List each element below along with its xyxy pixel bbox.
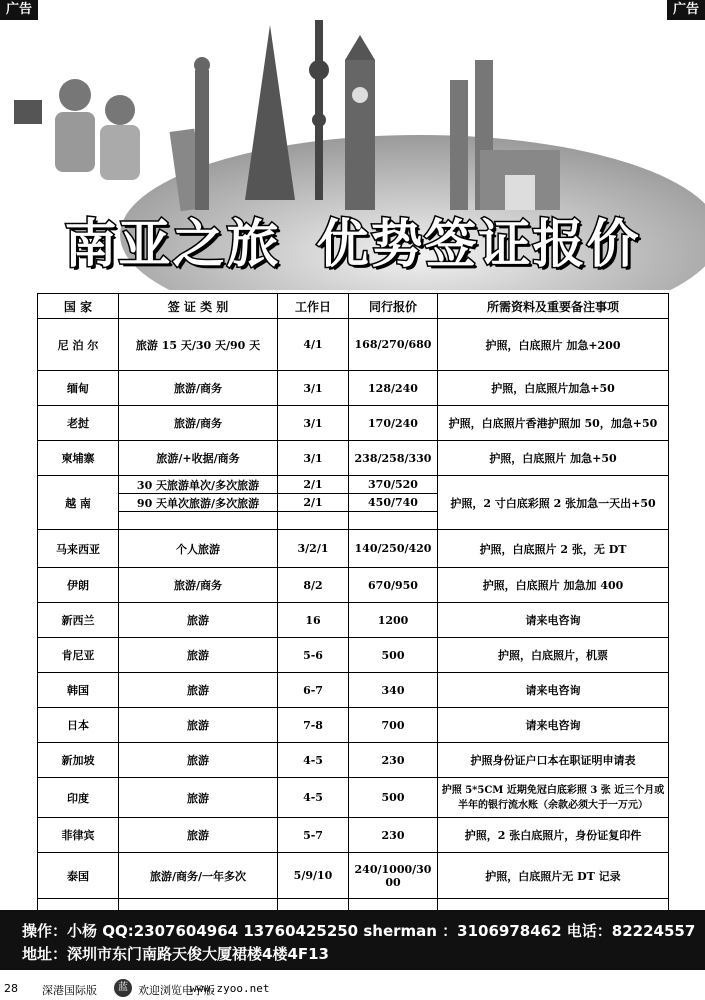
- cell-country: 伊朗: [38, 568, 119, 603]
- cell-country: 日本: [38, 708, 119, 743]
- contact-footer: [0, 910, 705, 970]
- headline: [0, 202, 705, 277]
- statue-of-liberty-icon: [195, 70, 209, 210]
- cell-price: 140/250/420: [349, 530, 438, 568]
- website-link[interactable]: www.zyoo.net: [190, 982, 270, 995]
- cell-days: 5/9/10: [278, 853, 349, 899]
- cell-price: 450/740: [349, 494, 438, 512]
- edition-label: 深港国际版: [42, 984, 97, 997]
- cell-notes: 护照，白底照片 2 张，无 DT: [438, 530, 669, 568]
- cell-days: 3/1: [278, 441, 349, 476]
- cell-price: 238/258/330: [349, 441, 438, 476]
- laptop-icon: [14, 100, 42, 124]
- headline-part2: 优势签证报价: [316, 215, 641, 275]
- cell-notes: 护照，2 张白底照片，身份证复印件: [438, 818, 669, 853]
- cell-type: 旅游: [119, 708, 278, 743]
- cell-type: 旅游: [119, 638, 278, 673]
- cell-country: 柬埔寨: [38, 441, 119, 476]
- cell-days: 3/1: [278, 406, 349, 441]
- cell-price: 230: [349, 743, 438, 778]
- cell-notes: 护照，白底照片，机票: [438, 638, 669, 673]
- ad-tag-left: 广告: [0, 0, 38, 20]
- cell-price: 370/520: [349, 476, 438, 494]
- cell-type: 30 天旅游单次/多次旅游: [119, 476, 278, 494]
- cell-notes: 护照，白底照片香港护照加 50，加急+50: [438, 406, 669, 441]
- cell-empty: [349, 512, 438, 530]
- tv-tower-icon: [315, 20, 323, 200]
- table-row: [38, 818, 669, 853]
- cell-notes: 护照，2 寸白底彩照 2 张加急一天出+50: [438, 476, 669, 530]
- cell-price: 1200: [349, 603, 438, 638]
- table-header-row: [38, 294, 669, 319]
- cell-days: 3/2/1: [278, 530, 349, 568]
- brand-logo: 蓝: [114, 979, 132, 997]
- cell-type: 旅游: [119, 818, 278, 853]
- cell-days: 2/1: [278, 476, 349, 494]
- cell-notes: 请来电咨询: [438, 603, 669, 638]
- cell-notes: 护照，白底照片 加急+200: [438, 319, 669, 371]
- cell-country: 马来西亚: [38, 530, 119, 568]
- cell-days: 4-5: [278, 743, 349, 778]
- welcome-text: 欢迎浏览电子版: [138, 984, 215, 997]
- ad-tag-right: 广告: [667, 0, 705, 20]
- header-country: 国 家: [38, 294, 119, 319]
- traveler-woman: [105, 95, 135, 125]
- cell-days: 16: [278, 603, 349, 638]
- header-visa-type: 签 证 类 别: [119, 294, 278, 319]
- cell-price: 128/240: [349, 371, 438, 406]
- cell-country: 越 南: [38, 476, 119, 530]
- headline-part1: 南亚之旅: [64, 215, 281, 275]
- cell-days: 5-6: [278, 638, 349, 673]
- cell-days: 2/1: [278, 494, 349, 512]
- table-row: [38, 853, 669, 899]
- eiffel-tower-icon: [245, 25, 295, 200]
- cell-country: 缅甸: [38, 371, 119, 406]
- cell-type: 旅游/商务: [119, 406, 278, 441]
- cell-type: 个人旅游: [119, 530, 278, 568]
- cell-type: 旅游: [119, 603, 278, 638]
- cell-price: 168/270/680: [349, 319, 438, 371]
- cell-price: 240/1000/3000: [349, 853, 438, 899]
- cell-price: 230: [349, 818, 438, 853]
- contact-line: 操作：小杨 QQ:2307604964 13760425250 sherman ：3106978462 电话：82224557: [22, 922, 696, 940]
- visa-price-table: [37, 293, 669, 934]
- cell-price: 700: [349, 708, 438, 743]
- table-row: [38, 371, 669, 406]
- cell-country: 新西兰: [38, 603, 119, 638]
- cell-country: 韩国: [38, 673, 119, 708]
- cell-empty: [278, 512, 349, 530]
- cell-notes: 护照，白底照片加急+50: [438, 371, 669, 406]
- table-row: [38, 319, 669, 371]
- cell-notes: 护照，白底照片 加急加 400: [438, 568, 669, 603]
- table-row: [38, 603, 669, 638]
- cell-days: 4-5: [278, 778, 349, 818]
- cell-price: 500: [349, 778, 438, 818]
- cell-country: 泰国: [38, 853, 119, 899]
- table-row: [38, 568, 669, 603]
- cell-notes: 护照身份证户口本在职证明申请表: [438, 743, 669, 778]
- cell-type: 旅游/商务: [119, 371, 278, 406]
- table-row: [38, 530, 669, 568]
- cell-notes: 护照，白底照片无 DT 记录: [438, 853, 669, 899]
- cell-price: 670/950: [349, 568, 438, 603]
- cell-country: 老挝: [38, 406, 119, 441]
- cell-type: 旅游/商务: [119, 568, 278, 603]
- cell-type: 90 天单次旅游/多次旅游: [119, 494, 278, 512]
- cell-notes: 请来电咨询: [438, 673, 669, 708]
- cell-type: 旅游: [119, 743, 278, 778]
- cell-price: 340: [349, 673, 438, 708]
- table-row: [38, 673, 669, 708]
- cell-notes: 请来电咨询: [438, 708, 669, 743]
- table-row: [38, 441, 669, 476]
- cell-notes: 护照，白底照片 加急+50: [438, 441, 669, 476]
- header-price: 同行报价: [349, 294, 438, 319]
- cell-days: 8/2: [278, 568, 349, 603]
- cell-type: 旅游 15 天/30 天/90 天: [119, 319, 278, 371]
- table-row: [38, 743, 669, 778]
- page-number: 28: [4, 982, 18, 995]
- traveler-man: [59, 79, 91, 111]
- table-row: [38, 638, 669, 673]
- table-row: [38, 406, 669, 441]
- cell-country: 印度: [38, 778, 119, 818]
- table-row-vietnam: [38, 476, 669, 494]
- cell-notes: 护照 5*5CM 近期免冠白底彩照 3 张 近三个月或半年的银行流水账（余款必须大于一万元）: [438, 778, 669, 818]
- table-row: [38, 778, 669, 818]
- header-notes: 所需资料及重要备注事项: [438, 294, 669, 319]
- header-workdays: 工作日: [278, 294, 349, 319]
- cell-days: 5-7: [278, 818, 349, 853]
- cell-days: 6-7: [278, 673, 349, 708]
- cell-type: 旅游/商务/一年多次: [119, 853, 278, 899]
- cell-country: 菲律宾: [38, 818, 119, 853]
- cell-country: 肯尼亚: [38, 638, 119, 673]
- cell-empty: [119, 512, 278, 530]
- clock-tower-icon: [345, 60, 375, 210]
- cell-days: 7-8: [278, 708, 349, 743]
- cell-price: 500: [349, 638, 438, 673]
- page-footer: [0, 978, 705, 1000]
- address-line: 地址：深圳市东门南路天俊大厦裙楼4楼4F13: [22, 945, 329, 963]
- table-row: [38, 708, 669, 743]
- cell-country: 尼 泊 尔: [38, 319, 119, 371]
- cell-type: 旅游: [119, 673, 278, 708]
- cell-days: 3/1: [278, 371, 349, 406]
- cell-days: 4/1: [278, 319, 349, 371]
- cell-country: 新加坡: [38, 743, 119, 778]
- tower-icon: [450, 80, 468, 210]
- cell-price: 170/240: [349, 406, 438, 441]
- cell-type: 旅游: [119, 778, 278, 818]
- cell-type: 旅游/+收据/商务: [119, 441, 278, 476]
